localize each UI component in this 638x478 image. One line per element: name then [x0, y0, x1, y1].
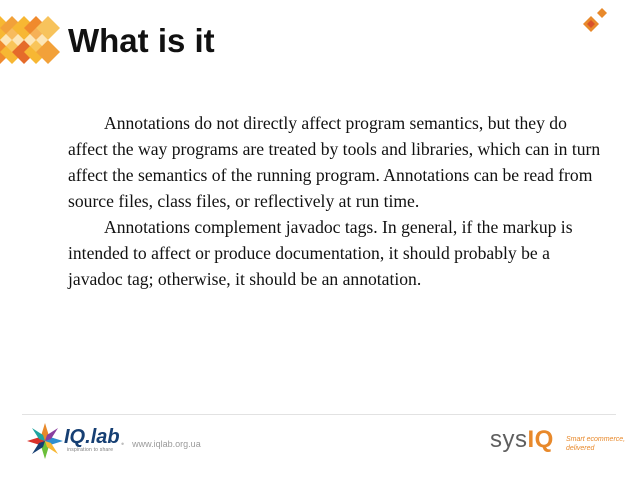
iqlab-website-text: www.iqlab.org.ua	[132, 439, 201, 449]
bullet-dot: •	[121, 439, 125, 449]
page-title: What is it	[68, 22, 215, 59]
sysiq-logo	[490, 426, 554, 454]
body-text	[68, 110, 608, 292]
iqlab-tagline: inspiration to share	[67, 447, 114, 453]
iqlab-footer	[26, 422, 226, 462]
footer-divider	[22, 414, 616, 415]
iqlab-wordmark-lab: lab	[90, 426, 120, 448]
iqlab-wordmark-iq: IQ	[64, 426, 86, 448]
sysiq-footer	[490, 426, 630, 462]
diamond-pattern-icon	[0, 16, 62, 64]
sysiq-logo-iq: IQ	[527, 426, 554, 453]
iqlab-star-logo-icon	[26, 422, 64, 460]
diamond-cluster-icon	[580, 8, 612, 38]
sysiq-tagline-line2: delivered	[566, 445, 595, 452]
paragraph-2: Annotations complement javadoc tags. In general, if the markup is intended to affect or produce documentation, it should probably be a javadoc tag; otherwise, it should be an annotation.	[68, 217, 573, 289]
iqlab-wordmark: IQ.lab	[64, 426, 120, 448]
paragraph-1: Annotations do not directly affect program semantics, but they do affect the way programs are treated by tools and libraries, which can in turn affect the semantics of the running program. Annotations can be read from source files, class files, or reflectively at run time.	[68, 113, 601, 211]
sysiq-tagline-line1: Smart ecommerce,	[566, 436, 626, 443]
iqlab-website-link[interactable]	[121, 439, 201, 449]
sysiq-tagline	[566, 435, 626, 453]
sysiq-logo-sys: sys	[490, 426, 528, 453]
